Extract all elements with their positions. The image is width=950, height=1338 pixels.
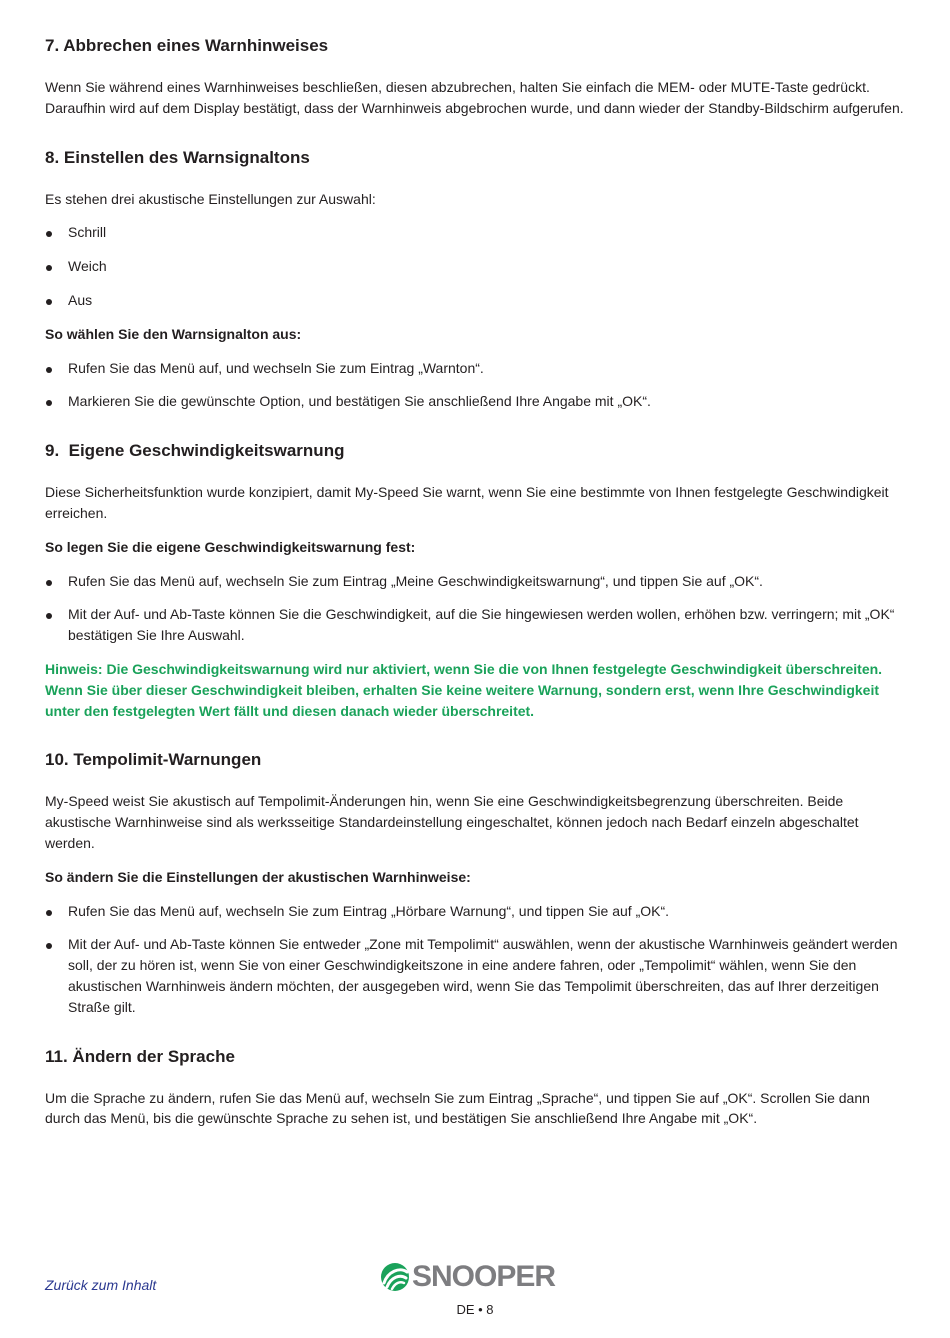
list-item: Mit der Auf- und Ab-Taste können Sie entweder „Zone mit Tempolimit“ auswählen, wenn der akustische Warnhinweis geändert werden soll, der zu hören ist, wenn Sie von einer Geschwindigkeitszone in eine andere fahren, oder „Tempolimit“ wählen, wenn Sie den akustischen Warnhinweis ändern möchten, der ausgegeben wird, wenn Sie das Tempolimit überschreiten, das auf Ihrer derzeitigen Straße gilt.	[45, 934, 905, 1017]
list-item: Schrill	[45, 222, 905, 243]
section-title: 11. Ändern der Sprache	[45, 1046, 235, 1066]
section-paragraph: Wenn Sie während eines Warnhinweises beschließen, diesen abzubrechen, halten Sie einfach die MEM- oder MUTE-Taste gedrückt. Daraufhin wird auf dem Display bestätigt, dass der Warnhinweis abgebrochen wurde, und dann wieder der Standby-Bildschirm aufgerufen.	[45, 79, 904, 116]
steps-list	[45, 358, 905, 413]
back-to-contents-link[interactable]: Zurück zum Inhalt	[45, 1277, 157, 1293]
subheading: So ändern Sie die Einstellungen der akustischen Warnhinweise:	[45, 868, 471, 885]
list-item: Markieren Sie die gewünschte Option, und bestätigen Sie anschließend Ihre Angabe mit „OK“.	[45, 391, 905, 412]
section-11	[45, 1045, 905, 1130]
section-title: 7. Abbrechen eines Warnhinweises	[45, 36, 329, 55]
note-paragraph: Hinweis: Die Geschwindigkeitswarnung wird nur aktiviert, wenn Sie die von Ihnen festgelegte Geschwindigkeit überschreiten. Wenn Sie über dieser Geschwindigkeit bleiben, erhalten Sie keine weitere Warnung, sondern erst, wenn Ihre Geschwindigkeit unter den festgelegten Wert fällt und diesen danach wieder überschreitet.	[45, 660, 883, 719]
logo-wordmark: SNOOPER	[412, 1260, 556, 1293]
section-paragraph: Diese Sicherheitsfunktion wurde konzipiert, damit My-Speed Sie warnt, wenn Sie eine bestimmte von Ihnen festgelegte Geschwindigkeit erreichen.	[45, 484, 889, 521]
subheading: So wählen Sie den Warnsignalton aus:	[45, 325, 302, 342]
steps-list	[45, 901, 905, 1018]
snooper-logo-icon	[380, 1262, 410, 1292]
section-paragraph: My-Speed weist Sie akustisch auf Tempolimit-Änderungen hin, wenn Sie eine Geschwindigkeitsbegrenzung überschreiten. Beide akustische Warnhinweise sind als werksseitige Standardeinstellung eingeschaltet, können jedoch nach Bedarf einzeln abgeschaltet werden.	[45, 793, 859, 851]
list-item: Rufen Sie das Menü auf, wechseln Sie zum Eintrag „Hörbare Warnung“, und tippen Sie auf „OK“.	[45, 901, 905, 922]
list-item: Rufen Sie das Menü auf, wechseln Sie zum Eintrag „Meine Geschwindigkeitswarnung“, und tippen Sie auf „OK“.	[45, 571, 905, 592]
list-item: Rufen Sie das Menü auf, und wechseln Sie zum Eintrag „Warnton“.	[45, 358, 905, 379]
section-9	[45, 439, 905, 721]
section-8	[45, 146, 905, 413]
section-paragraph: Es stehen drei akustische Einstellungen zur Auswahl:	[45, 190, 376, 207]
steps-list	[45, 571, 905, 646]
section-paragraph: Um die Sprache zu ändern, rufen Sie das Menü auf, wechseln Sie zum Eintrag „Sprache“, und tippen Sie auf „OK“. Scrollen Sie dann durch das Menü, bis die gewünschte Sprache zu sehen ist, und bestätigen Sie anschließend Ihre Angabe mit „OK“.	[45, 1089, 870, 1127]
list-item: Aus	[45, 290, 905, 311]
list-item: Mit der Auf- und Ab-Taste können Sie die Geschwindigkeit, auf die Sie hingewiesen werden wollen, erhöhen bzw. verringern; mit „OK“ bestätigen Sie Ihre Auswahl.	[45, 604, 905, 646]
section-7	[45, 34, 905, 119]
options-list	[45, 222, 905, 310]
section-10	[45, 748, 905, 1017]
section-title: 10. Tempolimit-Warnungen	[45, 750, 262, 770]
snooper-logo	[380, 1261, 555, 1293]
page-number: DE • 8	[456, 1302, 494, 1317]
section-title: 9. Eigene Geschwindigkeitswarnung	[45, 441, 345, 461]
section-title: 8. Einstellen des Warnsignaltons	[45, 147, 310, 167]
subheading: So legen Sie die eigene Geschwindigkeitswarnung fest:	[45, 538, 416, 555]
page-content	[45, 34, 905, 1156]
list-item: Weich	[45, 256, 905, 277]
